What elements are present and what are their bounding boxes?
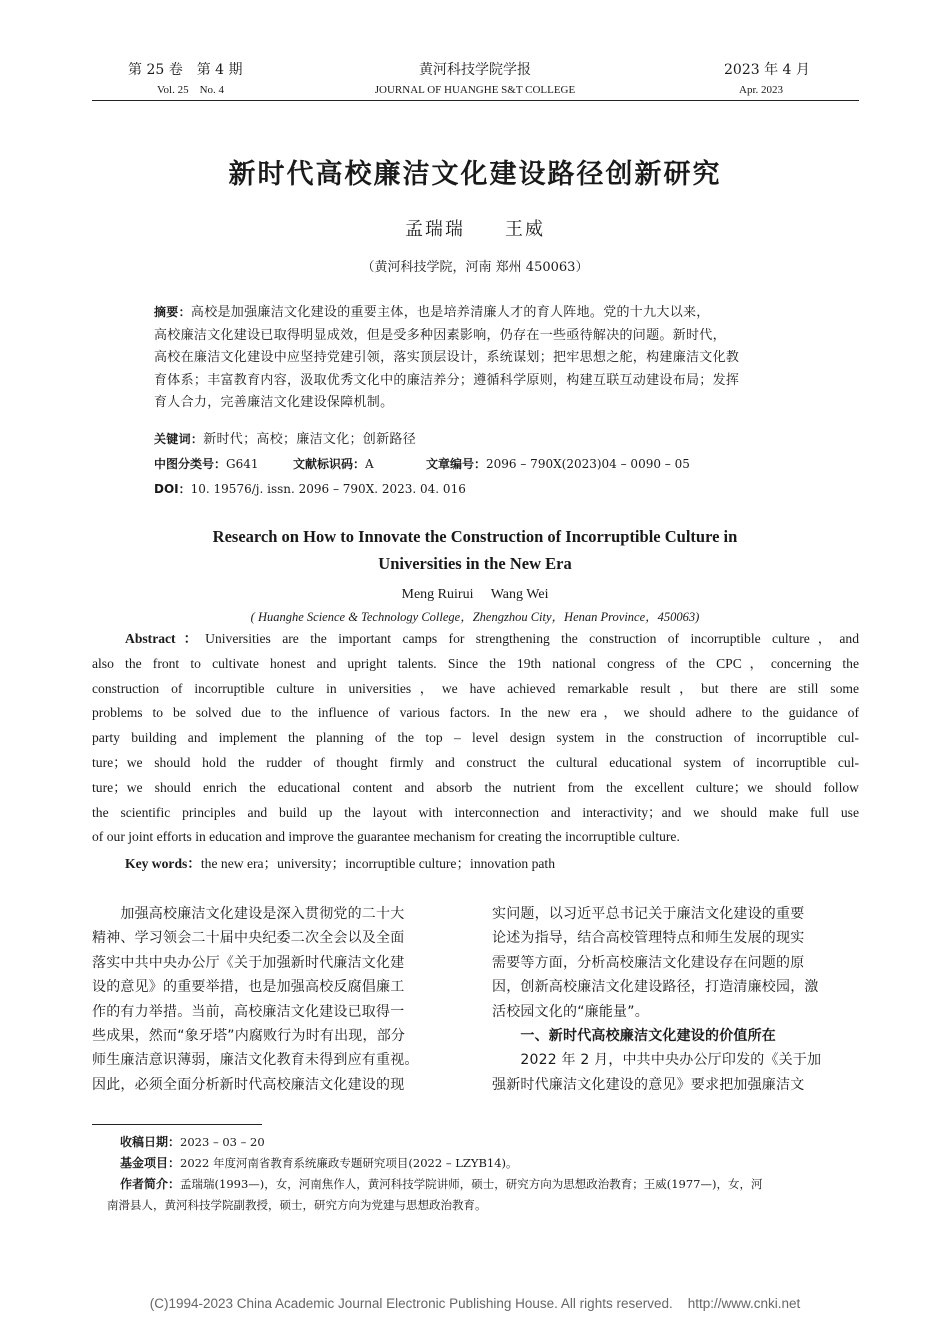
abstract-cn-line: 高校在廉洁文化建设中应坚持党建引领，落实顶层设计，系统谋划；把牢思想之舵，构建廉洁文化教 (154, 350, 740, 366)
paper-title-cn: 新时代高校廉洁文化建设路径创新研究 (228, 159, 722, 190)
body-line: 师生廉洁意识薄弱，廉洁文化教育未得到应有重视。 (92, 1052, 419, 1069)
document-code-label: 文献标识码： (293, 457, 366, 471)
abstract-cn-label: 摘要： (154, 305, 191, 319)
abstract-en-line: of our joint efforts in education and improve the guarantee mechanism for creating the incorruptible culture. (92, 829, 680, 845)
body-line: 实问题，以习近平总书记关于廉洁文化建设的重要 (492, 906, 805, 922)
abstract-en-line: also the front to cultivate honest and upright talents. Since the 19th national congress of the CPC，concerning the (92, 655, 859, 671)
body-line: 论述为指导，结合高校管理特点和师生发展的现实 (492, 930, 805, 947)
header-journal-en: JOURNAL OF HUANGHE S&T COLLEGE (374, 84, 576, 96)
body-line: 因此，必须全面分析新时代高校廉洁文化建设的现 (92, 1076, 405, 1093)
body-line: 需要等方面，分析高校廉洁文化建设存在问题的原 (492, 954, 805, 971)
abstract-cn-line: 高校是加强廉洁文化建设的重要主体，也是培养清廉人才的育人阵地。党的十九大以来， (190, 305, 710, 320)
abstract-en-line: problems to be solved due to the influence of various factors. In the new era，we should adhere to the guidance of (92, 705, 859, 721)
body-line: 活校园文化的“廉能量”。 (492, 1003, 649, 1020)
body-line: 2022 年 2 月，中共中央办公厅印发的《关于加 (492, 1052, 822, 1069)
abstract-en-line: ture；we should hold the rudder of thought firmly and construct the cultural educational system of incorruptible cul- (92, 754, 859, 770)
clc-number (154, 455, 259, 473)
footnote-rule (92, 1124, 262, 1125)
body-line: 因，创新高校廉洁文化建设路径，打造清廉校园，激 (492, 979, 819, 996)
bio-label: 作者简介： (120, 1177, 181, 1191)
header-journal-cn: 黄河科技学院学报 (419, 62, 531, 78)
abstract-cn-line: 育人合力，完善廉洁文化建设保障机制。 (154, 395, 394, 411)
received-date: 2023 – 03 – 20 (180, 1135, 265, 1149)
paper-title-en-line: Universities in the New Era (378, 554, 572, 573)
received-label: 收稿日期： (120, 1135, 181, 1149)
doi-label: DOI： (154, 482, 191, 496)
doi (154, 480, 466, 498)
header-volume-en: Vol. 25 No. 4 (157, 84, 225, 96)
header-date-en: Apr. 2023 (739, 84, 783, 96)
clc-label: 中图分类号： (154, 457, 227, 471)
copyright-notice: (C)1994-2023 China Academic Journal Electronic Publishing House. All rights reserved. http://www.cnki.net (149, 1296, 801, 1311)
body-line: 精神、学习领会二十届中央纪委二次全会以及全面 (92, 930, 405, 947)
abstract-cn-line: 高校廉洁文化建设已取得明显成效，但是受多种因素影响，仍存在一些亟待解决的问题。新时代， (154, 327, 726, 343)
authors-en: Meng Ruirui Wang Wei (401, 587, 549, 602)
article-number-value: 2096 – 790X(2023)04 – 0090 – 05 (486, 457, 690, 471)
body-line: 设的意见》的重要举措，也是加强高校反腐倡廉工 (92, 979, 405, 996)
keywords-cn (154, 428, 416, 452)
paper-title-en-line: Research on How to Innovate the Construction of Incorruptible Culture in (212, 527, 738, 546)
bio-text-cont: 南滑县人，黄河科技学院副教授，硕士，研究方向为党建与思想政治教育。 (107, 1198, 487, 1212)
document-code (293, 455, 374, 473)
footnotes (107, 1132, 865, 1216)
abstract-cn (154, 301, 854, 415)
doi-value: 10. 19576/j. issn. 2096 – 790X. 2023. 04. 016 (190, 482, 466, 496)
header-rule (92, 100, 859, 101)
body-line: 强新时代廉洁文化建设的意见》要求把加强廉洁文 (492, 1076, 805, 1093)
body-right-column (492, 902, 864, 1097)
keywords-cn-label: 关键词： (154, 432, 204, 446)
article-number-label: 文章编号： (426, 457, 487, 471)
fund-text: 2022 年度河南省教育系统廉政专题研究项目(2022 – LZYB14)。 (180, 1156, 518, 1170)
abstract-en-line: construction of incorruptible culture in universities，we have achieved remarkable result，but there are still some (92, 680, 859, 696)
abstract-en-line: Universities are the important camps for strengthening the construction of incorruptible culture，and (205, 631, 859, 646)
abstract-en-label: Abstract： (125, 631, 206, 646)
header-volume-cn: 第 25 卷 第 4 期 (128, 62, 243, 78)
abstract-en-line: party building and implement the planning of the top – level design system in the construction of incorruptible cul- (92, 730, 859, 746)
keywords-en-label: Key words： (125, 856, 201, 871)
body-line: 些成果，然而“象牙塔”内腐败行为时有出现，部分 (92, 1027, 406, 1044)
header-date-cn: 2023 年 4 月 (724, 62, 810, 78)
abstract-en-line: ture；we should enrich the educational content and absorb the nutrient from the excellent culture；we should follow (92, 779, 859, 795)
keywords-cn-text: 新时代；高校；廉洁文化；创新路径 (203, 432, 417, 447)
body-line: 落实中共中央办公厅《关于加强新时代廉洁文化建 (92, 954, 405, 971)
body-line: 作的有力举措。当前，高校廉洁文化建设已取得一 (92, 1003, 405, 1020)
abstract-en-line: the scientific principles and build up the layout with interconnection and interactivity；and we should make full use (92, 804, 859, 820)
fund-label: 基金项目： (120, 1156, 181, 1170)
keywords-en (125, 852, 555, 877)
paper-title-en (0, 523, 950, 577)
keywords-en-text: the new era；university；incorruptible culture；innovation path (200, 856, 556, 871)
abstract-en (92, 627, 859, 850)
document-code-value: A (365, 457, 374, 471)
article-number (426, 455, 690, 473)
authors-cn: 孟瑞瑞 王威 (405, 219, 545, 240)
affiliation-en: ( Huanghe Science & Technology College，Zhengzhou City，Henan Province，450063) (250, 610, 700, 624)
abstract-cn-line: 育体系；丰富教育内容，汲取优秀文化中的廉洁养分；遵循科学原则，构建互联互动建设布局；发挥 (154, 372, 740, 388)
bio-text: 孟瑞瑞(1993—)，女，河南焦作人，黄河科技学院讲师，硕士，研究方向为思想政治教育；王威(1977—)，女，河 (180, 1177, 763, 1191)
clc-value: G641 (226, 457, 259, 471)
body-line: 加强高校廉洁文化建设是深入贯彻党的二十大 (92, 906, 405, 922)
body-left-column (92, 902, 466, 1097)
section-heading: 一、新时代高校廉洁文化建设的价值所在 (492, 1027, 776, 1044)
affiliation-cn: （黄河科技学院，河南 郑州 450063） (361, 260, 589, 275)
